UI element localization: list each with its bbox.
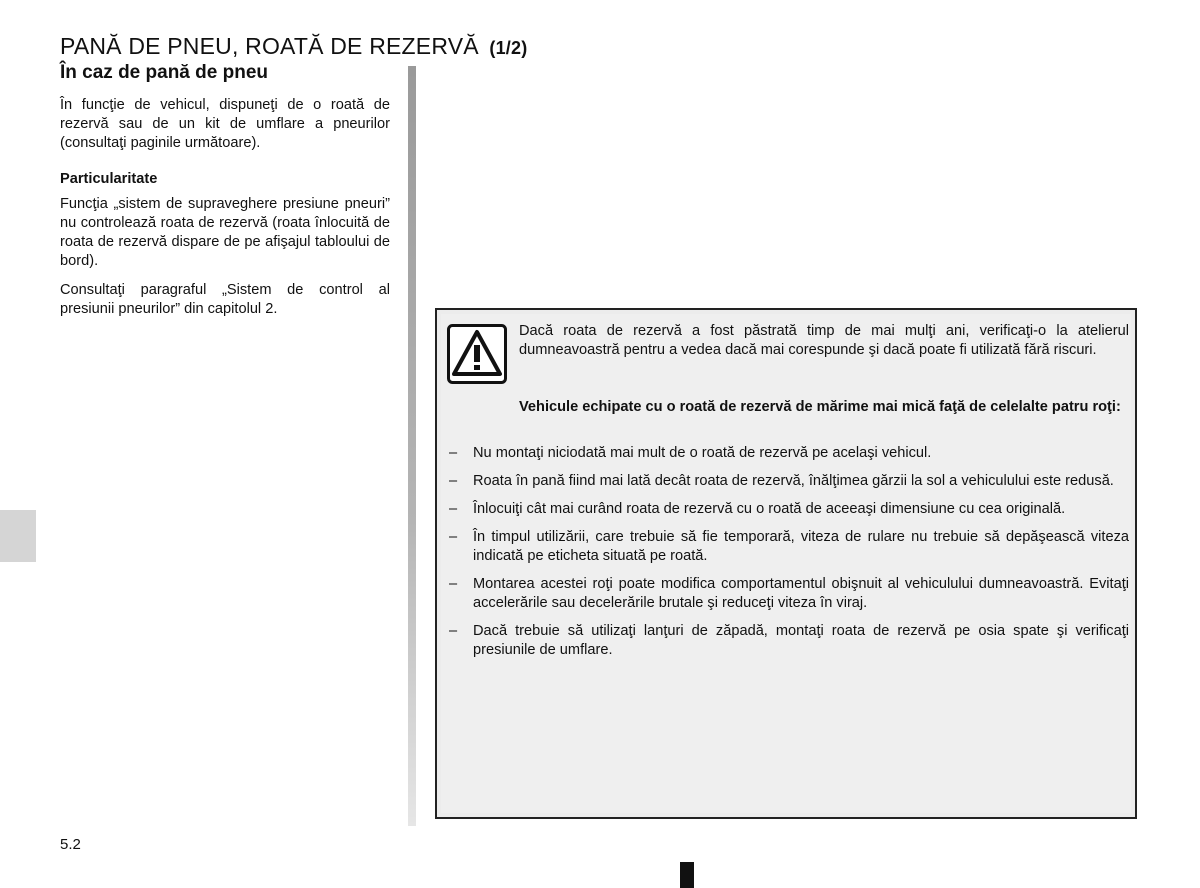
- list-item: – Dacă trebuie să utilizaţi lanţuri de zăpadă, montaţi roata de rezervă pe osia spate şi verificaţi presiunile de umflare.: [449, 623, 1129, 658]
- reference-paragraph: Consultaţi paragraful „Sistem de control al presiunii pneurilor” din capitolul 2.: [60, 282, 390, 317]
- crop-mark: [680, 862, 694, 888]
- page-number: 5.2: [60, 836, 81, 853]
- particularity-heading: Particularitate: [60, 171, 158, 187]
- list-item: – Montarea acestei roţi poate modifica comportamentul obişnuit al vehiculului dumneavoastră. Evitaţi accelerările sau decelerările brutale şi reduceţi viteza în viraj.: [449, 576, 1129, 611]
- chapter-tab-marker: [0, 510, 36, 562]
- warning-triangle-icon: [447, 324, 507, 384]
- warning-box: [435, 308, 1137, 819]
- section-heading: În caz de pană de pneu: [60, 62, 268, 83]
- list-item: – Roata în pană fiind mai lată decât roata de rezervă, înălţimea gărzii la sol a vehiculului este redusă.: [449, 473, 1114, 489]
- page-part-indicator: (1/2): [489, 38, 528, 59]
- particularity-paragraph: Funcţia „sistem de supraveghere presiune pneuri” nu controlează roata de rezervă (roata înlocuită de roata de rezervă dispare de pe afişajul tabloului de bord).: [60, 196, 390, 269]
- warning-list: [449, 444, 1129, 669]
- warning-box-inner: [441, 314, 1131, 813]
- list-item: – În timpul utilizării, care trebuie să fie temporară, viteza de rulare nu trebuie să depăşească viteza indicată pe eticheta situată pe roată.: [449, 529, 1129, 564]
- list-item: – Nu montaţi niciodată mai mult de o roată de rezervă pe acelaşi vehicul.: [449, 445, 932, 461]
- left-column: [60, 62, 390, 329]
- list-item: – Înlocuiţi cât mai curând roata de rezervă cu o roată de aceeaşi dimensiune cu cea originală.: [449, 501, 1066, 517]
- warning-intro-text: Dacă roata de rezervă a fost păstrată timp de mai mulţi ani, verificaţi-o la atelierul dumneavoastră pentru a vedea dacă mai corespunde şi dacă poate fi utilizată fără riscuri.: [519, 323, 1129, 358]
- warning-subheading: Vehicule echipate cu o roată de rezervă de mărime mai mică faţă de celelalte patru roţi:: [519, 399, 1121, 415]
- column-divider: [408, 66, 416, 826]
- intro-paragraph: În funcţie de vehicul, dispuneţi de o roată de rezervă sau de un kit de umflare a pneurilor (consultaţi paginile următoare).: [60, 97, 390, 151]
- page-title-text: PANĂ DE PNEU, ROATĂ DE REZERVĂ: [60, 33, 479, 60]
- page-title: [60, 33, 527, 60]
